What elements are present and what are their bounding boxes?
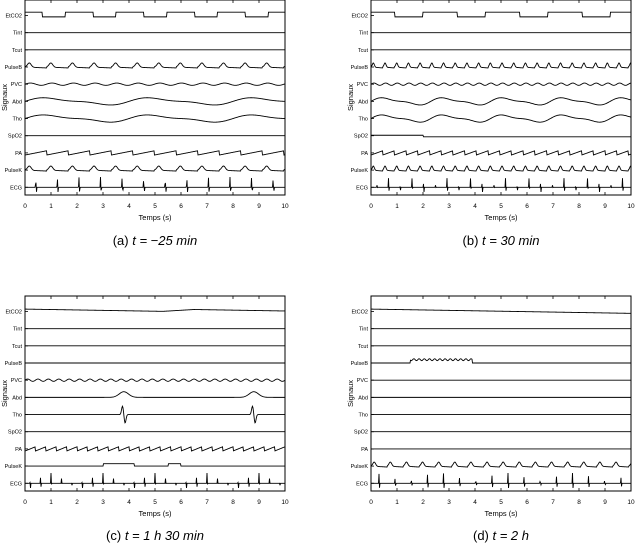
channel-label-pulseb: PulseB (4, 65, 22, 72)
x-tick-label: 1 (395, 203, 399, 210)
x-tick-label: 10 (627, 499, 635, 506)
series-abd (25, 98, 285, 105)
channel-label-etco2: EtCO2 (5, 309, 22, 316)
x-tick-label: 9 (603, 203, 607, 210)
x-tick-label: 5 (499, 499, 503, 506)
x-tick-label: 5 (499, 203, 503, 210)
channel-label-pulseb: PulseB (350, 65, 368, 72)
channel-label-tcut: Tcut (357, 47, 368, 54)
x-tick-label: 0 (23, 203, 27, 210)
channel-label-pa: PA (361, 446, 368, 453)
series-pulsek (371, 462, 631, 467)
series-tho (371, 115, 631, 122)
series-tho (25, 115, 285, 122)
channel-label-spo2: SpO2 (353, 133, 368, 140)
series-etco2 (371, 12, 631, 17)
plot-frame (371, 296, 631, 491)
x-tick-label: 3 (101, 203, 105, 210)
x-tick-label: 10 (281, 499, 289, 506)
channel-label-tho: Tho (12, 412, 22, 419)
x-tick-label: 7 (205, 499, 209, 506)
x-tick-label: 7 (551, 499, 555, 506)
y-axis-label: Signaux (0, 83, 9, 112)
x-tick-label: 2 (75, 203, 79, 210)
series-pa (25, 151, 285, 155)
x-tick-label: 8 (231, 499, 235, 506)
series-pulseb (25, 63, 285, 68)
series-etco2 (371, 309, 631, 313)
x-axis-label: Temps (s) (484, 509, 518, 518)
x-tick-label: 10 (627, 203, 635, 210)
channel-label-ecg: ECG (10, 185, 22, 192)
channel-label-pulsek: PulseK (4, 464, 22, 471)
x-tick-label: 0 (369, 203, 373, 210)
series-pulsek (371, 166, 631, 171)
series-etco2 (25, 309, 285, 311)
channel-label-pulseb: PulseB (4, 361, 22, 368)
x-tick-label: 5 (153, 499, 157, 506)
channel-label-ecg: ECG (356, 185, 368, 192)
x-tick-label: 0 (369, 499, 373, 506)
x-tick-label: 10 (281, 203, 289, 210)
x-axis-label: Temps (s) (138, 213, 172, 222)
channel-label-pa: PA (15, 446, 22, 453)
x-tick-label: 3 (447, 203, 451, 210)
channel-label-pvc: PVC (10, 378, 22, 385)
channel-label-pulsek: PulseK (350, 168, 368, 175)
channel-label-ecg: ECG (356, 481, 368, 488)
x-tick-label: 6 (179, 499, 183, 506)
x-tick-label: 1 (395, 499, 399, 506)
series-pulseb (371, 63, 631, 68)
channel-label-spo2: SpO2 (353, 429, 368, 436)
x-tick-label: 8 (231, 203, 235, 210)
channel-label-etco2: EtCO2 (351, 13, 368, 20)
x-tick-label: 7 (205, 203, 209, 210)
x-tick-label: 2 (75, 499, 79, 506)
x-tick-label: 4 (473, 499, 477, 506)
series-etco2 (25, 12, 285, 17)
panel-b (346, 0, 635, 248)
channel-label-tcut: Tcut (11, 343, 22, 350)
caption-a: (a) t = −25 min (112, 233, 198, 248)
x-tick-label: 4 (473, 203, 477, 210)
series-spo2 (371, 135, 631, 137)
channel-label-spo2: SpO2 (7, 429, 22, 436)
x-tick-label: 9 (603, 499, 607, 506)
series-abd (25, 392, 285, 398)
x-axis-label: Temps (s) (138, 509, 172, 518)
x-tick-label: 9 (257, 203, 261, 210)
channel-label-tho: Tho (12, 116, 22, 123)
x-tick-label: 1 (49, 203, 53, 210)
x-tick-label: 7 (551, 203, 555, 210)
series-ecg (25, 473, 285, 488)
channel-label-pa: PA (361, 150, 368, 157)
channel-label-pulsek: PulseK (4, 168, 22, 175)
y-axis-label: Signaux (0, 379, 9, 408)
x-axis-label: Temps (s) (484, 213, 518, 222)
channel-label-spo2: SpO2 (7, 133, 22, 140)
channel-label-tcut: Tcut (11, 47, 22, 54)
x-tick-label: 4 (127, 203, 131, 210)
channel-label-pulsek: PulseK (350, 464, 368, 471)
x-tick-label: 8 (577, 203, 581, 210)
series-pa (25, 447, 285, 451)
channel-label-abd: Abd (358, 395, 368, 402)
series-pulsek (25, 464, 285, 466)
series-abd (371, 98, 631, 105)
channel-label-pvc: PVC (356, 378, 368, 385)
series-pvc (371, 83, 631, 85)
x-tick-label: 1 (49, 499, 53, 506)
series-pulsek (25, 166, 285, 171)
channel-label-tint: Tint (359, 326, 368, 333)
panel-d (346, 296, 635, 543)
channel-label-etco2: EtCO2 (351, 309, 368, 316)
plot-frame (25, 0, 285, 195)
panel-a (0, 0, 289, 248)
series-ecg (371, 178, 631, 192)
channel-label-ecg: ECG (10, 481, 22, 488)
x-tick-label: 0 (23, 499, 27, 506)
x-tick-label: 6 (525, 203, 529, 210)
x-tick-label: 8 (577, 499, 581, 506)
channel-label-pvc: PVC (10, 82, 22, 89)
series-pa (371, 151, 631, 155)
channel-label-abd: Abd (12, 395, 22, 402)
series-pulseb (371, 359, 631, 363)
x-tick-label: 4 (127, 499, 131, 506)
caption-b: (b) t = 30 min (462, 233, 540, 248)
channel-label-tho: Tho (358, 116, 368, 123)
caption-d: (d) t = 2 h (473, 528, 529, 543)
channel-label-abd: Abd (358, 99, 368, 106)
series-ecg (25, 177, 285, 192)
channel-label-abd: Abd (12, 99, 22, 106)
channel-label-tint: Tint (13, 30, 22, 37)
y-axis-label: Signaux (346, 83, 355, 112)
channel-label-tint: Tint (13, 326, 22, 333)
channel-label-tho: Tho (358, 412, 368, 419)
series-tho (25, 406, 285, 423)
panel-c (0, 296, 289, 543)
caption-c: (c) t = 1 h 30 min (106, 528, 204, 543)
series-pvc (25, 83, 285, 85)
x-tick-label: 3 (101, 499, 105, 506)
channel-label-pvc: PVC (356, 82, 368, 89)
channel-label-etco2: EtCO2 (5, 13, 22, 20)
x-tick-label: 6 (525, 499, 529, 506)
channel-label-pa: PA (15, 150, 22, 157)
x-tick-label: 3 (447, 499, 451, 506)
plot-frame (25, 296, 285, 491)
x-tick-label: 9 (257, 499, 261, 506)
series-ecg (371, 473, 631, 488)
channel-label-tint: Tint (359, 30, 368, 37)
x-tick-label: 2 (421, 499, 425, 506)
series-pvc (25, 379, 285, 381)
x-tick-label: 5 (153, 203, 157, 210)
y-axis-label: Signaux (346, 379, 355, 408)
x-tick-label: 2 (421, 203, 425, 210)
channel-label-tcut: Tcut (357, 343, 368, 350)
x-tick-label: 6 (179, 203, 183, 210)
channel-label-pulseb: PulseB (350, 361, 368, 368)
